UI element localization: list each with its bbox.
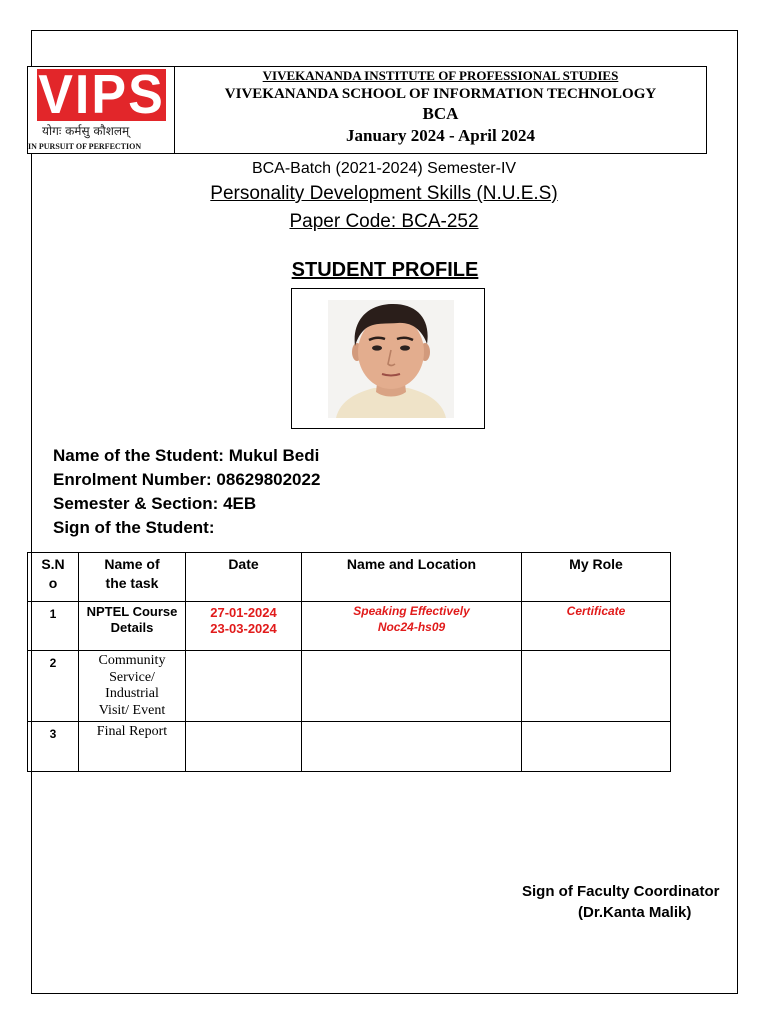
logo-motto: योगः कर्मसु कौशलम्	[42, 124, 130, 138]
row-role	[522, 722, 671, 772]
table-row	[28, 651, 671, 722]
table-header-row	[28, 553, 671, 602]
school-name: VIVEKANANDA SCHOOL OF INFORMATION TECHNOLOGY	[224, 86, 657, 102]
enrolment-label: Enrolment Number:	[53, 470, 212, 489]
enrolment-row	[53, 468, 320, 492]
enrolment-value: 08629802022	[216, 470, 321, 489]
faculty-signature-block	[522, 881, 732, 923]
activity-table	[27, 552, 671, 772]
logo-mark	[37, 64, 166, 126]
column-header-task: Name of the task	[79, 553, 186, 602]
student-photo	[328, 300, 454, 418]
section-heading: STUDENT PROFILE	[291, 259, 479, 281]
logo-letters: VIPS	[38, 64, 165, 126]
row-location	[302, 651, 522, 722]
row-task: Final Report	[79, 722, 186, 772]
session-period: January 2024 - April 2024	[346, 126, 535, 145]
row-sno: 3	[28, 722, 79, 772]
institute-logo	[28, 64, 175, 153]
row-role	[522, 651, 671, 722]
row-location: Speaking Effectively Noc24-hs09	[302, 602, 522, 651]
row-role: Certificate	[522, 602, 671, 651]
semester-value: 4EB	[223, 494, 257, 513]
column-header-location: Name and Location	[302, 553, 522, 602]
document-header	[27, 66, 707, 154]
header-text	[175, 67, 706, 153]
student-name-label: Name of the Student:	[53, 446, 224, 465]
column-header-role: My Role	[522, 553, 671, 602]
faculty-name: (Dr.Kanta Malik)	[578, 904, 692, 921]
row-date	[186, 722, 302, 772]
student-name-row	[53, 444, 320, 468]
row-sno: 2	[28, 651, 79, 722]
photo-frame	[291, 288, 485, 429]
paper-code: Paper Code: BCA-252	[289, 211, 479, 232]
student-sign-row	[53, 516, 320, 540]
column-header-date: Date	[186, 553, 302, 602]
row-date: 27-01-2024 23-03-2024	[186, 602, 302, 651]
column-header-sno: S.N o	[28, 553, 79, 602]
batch-line: BCA-Batch (2021-2024) Semester-IV	[251, 160, 517, 177]
row-task: Community Service/ Industrial Visit/ Event	[79, 651, 186, 722]
row-location	[302, 722, 522, 772]
table-row	[28, 722, 671, 772]
semester-row	[53, 492, 320, 516]
student-details	[53, 444, 320, 540]
row-date	[186, 651, 302, 722]
faculty-sign-label: Sign of Faculty Coordinator	[522, 883, 720, 900]
student-sign-label: Sign of the Student:	[53, 518, 215, 537]
semester-label: Semester & Section:	[53, 494, 219, 513]
course-title: Personality Development Skills (N.U.E.S)	[210, 183, 558, 204]
logo-tagline: IN PURSUIT OF PERFECTION	[28, 142, 142, 151]
row-task: NPTEL Course Details	[79, 602, 186, 651]
student-name-value: Mukul Bedi	[228, 446, 320, 465]
table-row	[28, 602, 671, 651]
program-name: BCA	[422, 104, 459, 123]
institute-name: VIVEKANANDA INSTITUTE OF PROFESSIONAL STUDIES	[262, 68, 619, 83]
row-sno: 1	[28, 602, 79, 651]
